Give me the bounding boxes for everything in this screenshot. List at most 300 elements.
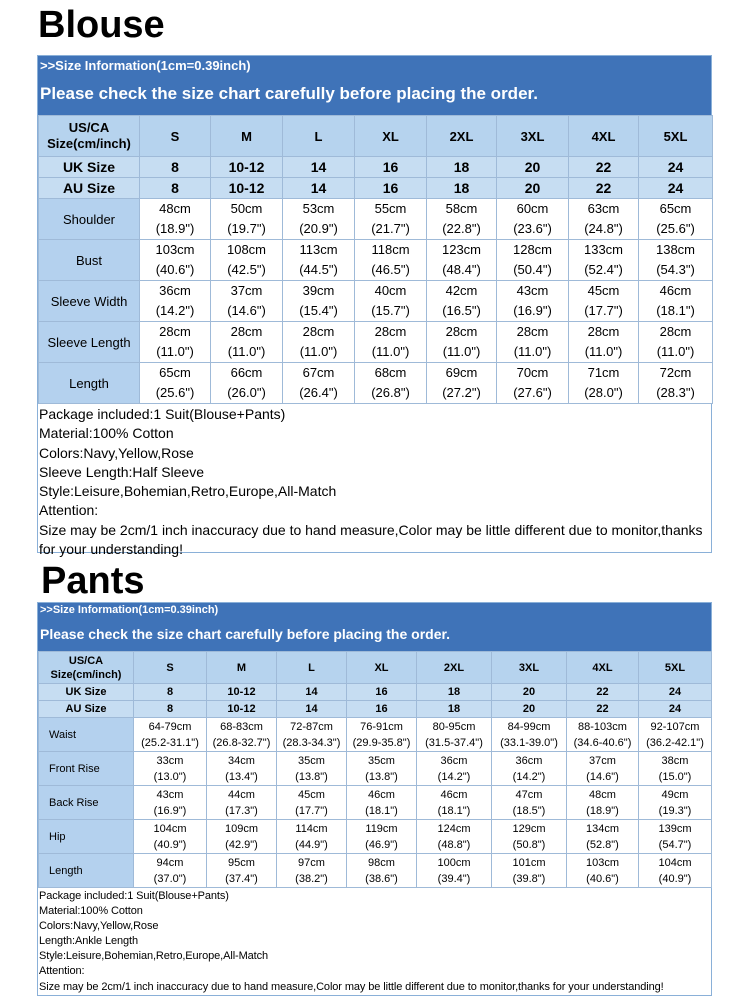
- cm-value: 43cm: [516, 283, 549, 298]
- size-header: M: [207, 652, 277, 684]
- inch-value: (14.6"): [227, 303, 266, 318]
- cm-value: 103cm: [155, 242, 195, 257]
- length-text: Length:Ankle Length: [39, 935, 139, 948]
- inch-value: (42.5"): [227, 262, 266, 277]
- inch-value: (54.3"): [656, 262, 695, 277]
- inch-value: (38.6"): [365, 872, 398, 885]
- inch-value: (11.0"): [442, 344, 481, 359]
- pants-banner: [38, 603, 711, 651]
- corner-line: Size(cm/inch): [47, 136, 131, 151]
- pants-length-row: [39, 854, 712, 888]
- measure-cell: [569, 322, 639, 363]
- material-text: Material:100% Cotton: [39, 905, 143, 918]
- measure-cell: [417, 752, 492, 786]
- blouse-uk-row: [39, 157, 713, 178]
- blouse-banner-size-info: >>Size Information(1cm=0.39inch): [40, 58, 251, 73]
- pants-title: Pants: [41, 560, 145, 602]
- uk-size-value: 14: [277, 684, 347, 701]
- inch-value: (18.1"): [437, 804, 471, 817]
- blouse-product-info: [38, 404, 711, 559]
- au-size-label: AU Size: [39, 178, 140, 199]
- size-header: 4XL: [567, 652, 639, 684]
- inch-value: (15.7"): [371, 303, 410, 318]
- cm-value: 48cm: [159, 201, 191, 216]
- blouse-sleeve-length-row: [39, 322, 713, 363]
- cm-value: 76-91cm: [360, 720, 403, 733]
- inch-value: (11.0"): [156, 344, 194, 359]
- cm-value: 92-107cm: [650, 720, 700, 733]
- measure-cell: [569, 199, 639, 240]
- uk-size-value: 24: [639, 157, 713, 178]
- inch-value: (17.7"): [584, 303, 623, 318]
- cm-value: 58cm: [445, 201, 478, 216]
- measure-cell: [567, 820, 639, 854]
- cm-value: 95cm: [228, 856, 255, 869]
- cm-value: 104cm: [658, 856, 692, 869]
- attention-text: Attention:: [39, 502, 99, 519]
- size-header: L: [277, 652, 347, 684]
- au-size-value: 20: [492, 701, 567, 718]
- size-header: M: [211, 116, 283, 157]
- uk-size-value: 22: [567, 684, 639, 701]
- measure-cell: [567, 786, 639, 820]
- note-text: Size may be 2cm/1 inch inaccuracy due to hand measure,Color may be little different due to monitor,thanks for your understanding!: [39, 521, 703, 558]
- measure-cell: [639, 281, 713, 322]
- size-header: 2XL: [417, 652, 492, 684]
- inch-value: (11.0"): [584, 344, 623, 359]
- measure-cell: [207, 752, 277, 786]
- cm-value: 108cm: [226, 242, 267, 257]
- pants-size-table: [38, 651, 712, 888]
- cm-value: 44cm: [228, 788, 255, 801]
- measure-cell: [140, 363, 211, 404]
- inch-value: (44.9"): [295, 838, 328, 851]
- inch-value: (14.2"): [155, 303, 195, 318]
- cm-value: 35cm: [298, 754, 325, 767]
- uk-size-value: 18: [427, 157, 497, 178]
- au-size-value: 10-12: [207, 701, 277, 718]
- size-header: XL: [347, 652, 417, 684]
- inch-value: (44.5"): [299, 262, 338, 277]
- measure-cell: [347, 854, 417, 888]
- cm-value: 28cm: [659, 324, 692, 339]
- blouse-au-row: [39, 178, 713, 199]
- au-size-value: 16: [347, 701, 417, 718]
- cm-value: 139cm: [658, 822, 692, 835]
- cm-value: 36cm: [159, 283, 191, 298]
- measure-cell: [417, 854, 492, 888]
- inch-value: (52.4"): [584, 262, 623, 277]
- size-header: 4XL: [569, 116, 639, 157]
- uk-size-value: 14: [283, 157, 355, 178]
- measure-cell: [639, 786, 712, 820]
- inch-value: (14.2"): [437, 770, 471, 783]
- uk-size-value: 10-12: [211, 157, 283, 178]
- cm-value: 84-99cm: [507, 720, 551, 733]
- cm-value: 47cm: [515, 788, 543, 801]
- inch-value: (24.8"): [584, 221, 623, 236]
- measure-cell: [639, 240, 713, 281]
- inch-value: (48.8"): [437, 838, 471, 851]
- inch-value: (33.1-39.0"): [500, 736, 558, 749]
- cm-value: 97cm: [298, 856, 325, 869]
- inch-value: (11.0"): [371, 344, 410, 359]
- cm-value: 128cm: [512, 242, 553, 257]
- measure-cell: [567, 752, 639, 786]
- inch-value: (19.7"): [227, 221, 266, 236]
- corner-line: US/CA: [68, 654, 104, 667]
- pants-banner-size-info: >>Size Information(1cm=0.39inch): [40, 604, 219, 616]
- cm-value: 109cm: [224, 822, 259, 835]
- uk-size-value: 20: [492, 684, 567, 701]
- cm-value: 45cm: [298, 788, 325, 801]
- cm-value: 28cm: [516, 324, 549, 339]
- cm-value: 34cm: [228, 754, 255, 767]
- blouse-banner: [38, 56, 711, 115]
- material-text: Material:100% Cotton: [39, 425, 174, 442]
- measure-cell: [639, 363, 713, 404]
- size-header: 5XL: [639, 116, 713, 157]
- inch-value: (11.0"): [227, 344, 266, 359]
- au-size-value: 10-12: [211, 178, 283, 199]
- measure-cell: [355, 199, 427, 240]
- pants-back-rise-row: [39, 786, 712, 820]
- cm-value: 69cm: [445, 365, 478, 380]
- inch-value: (29.9-35.8"): [352, 736, 411, 749]
- blouse-banner-notice: Please check the size chart carefully before placing the order.: [40, 84, 538, 103]
- measure-cell: [639, 322, 713, 363]
- inch-value: (15.0"): [658, 770, 692, 783]
- measure-cell: [355, 363, 427, 404]
- cm-value: 37cm: [589, 754, 616, 767]
- inch-value: (15.4"): [299, 303, 338, 318]
- inch-value: (46.5"): [371, 262, 410, 277]
- cm-value: 48cm: [589, 788, 616, 801]
- blouse-size-table: [38, 115, 713, 404]
- cm-value: 133cm: [583, 242, 624, 257]
- cm-value: 72-87cm: [290, 720, 333, 733]
- inch-value: (25.6"): [155, 385, 195, 400]
- blouse-length-row: [39, 363, 713, 404]
- inch-value: (14.2"): [512, 770, 546, 783]
- uk-size-value: 20: [497, 157, 569, 178]
- measure-cell: [140, 281, 211, 322]
- measure-cell: [207, 718, 277, 752]
- size-header: S: [134, 652, 207, 684]
- measure-cell: [134, 786, 207, 820]
- measure-cell: [134, 752, 207, 786]
- pants-product-info: [38, 888, 711, 995]
- measure-cell: [427, 363, 497, 404]
- cm-value: 94cm: [156, 856, 184, 869]
- inch-value: (13.8"): [365, 770, 398, 783]
- measure-cell: [569, 281, 639, 322]
- size-header: 5XL: [639, 652, 712, 684]
- pants-au-row: [39, 701, 712, 718]
- cm-value: 43cm: [156, 788, 184, 801]
- au-size-value: 24: [639, 178, 713, 199]
- au-size-value: 22: [569, 178, 639, 199]
- package-text: Package included:1 Suit(Blouse+Pants): [39, 890, 229, 902]
- inch-value: (23.6"): [513, 221, 552, 236]
- pants-waist-row: [39, 718, 712, 752]
- cm-value: 66cm: [230, 365, 263, 380]
- measure-cell: [277, 820, 347, 854]
- au-size-value: 8: [134, 701, 207, 718]
- blouse-bust-row: [39, 240, 713, 281]
- au-size-value: 16: [355, 178, 427, 199]
- size-header: 3XL: [492, 652, 567, 684]
- measure-cell: [347, 786, 417, 820]
- inch-value: (20.9"): [299, 221, 338, 236]
- measure-cell: [140, 240, 211, 281]
- uk-size-value: 16: [355, 157, 427, 178]
- inch-value: (18.1"): [365, 804, 398, 817]
- inch-value: (13.8"): [295, 770, 328, 783]
- inch-value: (26.8-32.7"): [212, 736, 271, 749]
- inch-value: (14.6"): [586, 770, 619, 783]
- measure-cell: [207, 786, 277, 820]
- measure-cell: [497, 322, 569, 363]
- measure-cell: [134, 854, 207, 888]
- measure-cell: [211, 363, 283, 404]
- measure-cell: [355, 322, 427, 363]
- measure-cell: [134, 820, 207, 854]
- inch-value: (26.4"): [299, 385, 338, 400]
- cm-value: 55cm: [374, 201, 407, 216]
- measure-cell: [569, 240, 639, 281]
- measure-label: Waist: [39, 718, 134, 752]
- cm-value: 119cm: [365, 822, 398, 835]
- package-text: Package included:1 Suit(Blouse+Pants): [39, 406, 286, 422]
- cm-value: 33cm: [156, 754, 184, 767]
- measure-cell: [277, 854, 347, 888]
- cm-value: 42cm: [445, 283, 478, 298]
- measure-cell: [497, 240, 569, 281]
- uk-size-value: 18: [417, 684, 492, 701]
- uk-size-value: 24: [639, 684, 712, 701]
- cm-value: 40cm: [374, 283, 407, 298]
- inch-value: (42.9"): [225, 838, 258, 851]
- cm-value: 138cm: [655, 242, 696, 257]
- measure-cell: [492, 718, 567, 752]
- cm-value: 68-83cm: [220, 720, 263, 733]
- inch-value: (21.7"): [371, 221, 410, 236]
- measure-cell: [492, 752, 567, 786]
- cm-value: 36cm: [515, 754, 543, 767]
- measure-label: Sleeve Length: [39, 322, 140, 363]
- inch-value: (39.4"): [437, 872, 471, 885]
- au-size-value: 20: [497, 178, 569, 199]
- measure-cell: [427, 199, 497, 240]
- au-size-value: 22: [567, 701, 639, 718]
- inch-value: (37.4"): [225, 872, 258, 885]
- measure-cell: [211, 199, 283, 240]
- cm-value: 45cm: [587, 283, 620, 298]
- uk-size-value: 8: [140, 157, 211, 178]
- blouse-corner-cell: [39, 116, 140, 157]
- inch-value: (18.1"): [656, 303, 695, 318]
- measure-cell: [497, 363, 569, 404]
- au-size-value: 8: [140, 178, 211, 199]
- inch-value: (28.3"): [656, 385, 695, 400]
- style-text: Style:Leisure,Bohemian,Retro,Europe,All-Match: [39, 950, 269, 963]
- measure-label: Length: [39, 363, 140, 404]
- cm-value: 88-103cm: [578, 720, 627, 733]
- measure-cell: [569, 363, 639, 404]
- cm-value: 60cm: [516, 201, 549, 216]
- measure-cell: [134, 718, 207, 752]
- inch-value: (34.6-40.6"): [573, 736, 632, 749]
- measure-cell: [567, 854, 639, 888]
- measure-cell: [567, 718, 639, 752]
- cm-value: 46cm: [440, 788, 468, 801]
- inch-value: (25.2-31.1"): [141, 736, 199, 749]
- measure-cell: [283, 199, 355, 240]
- inch-value: (50.4"): [513, 262, 552, 277]
- pants-size-sheet: [37, 602, 712, 996]
- measure-cell: [417, 786, 492, 820]
- inch-value: (28.0"): [584, 385, 623, 400]
- measure-cell: [639, 718, 712, 752]
- measure-cell: [639, 752, 712, 786]
- measure-cell: [211, 322, 283, 363]
- inch-value: (27.2"): [442, 385, 481, 400]
- measure-label: Back Rise: [39, 786, 134, 820]
- inch-value: (40.6"): [155, 262, 195, 277]
- cm-value: 28cm: [159, 324, 191, 339]
- cm-value: 46cm: [659, 283, 692, 298]
- cm-value: 35cm: [368, 754, 395, 767]
- measure-cell: [207, 820, 277, 854]
- au-size-value: 18: [427, 178, 497, 199]
- inch-value: (18.5"): [512, 804, 546, 817]
- au-size-value: 18: [417, 701, 492, 718]
- cm-value: 63cm: [587, 201, 620, 216]
- measure-cell: [427, 240, 497, 281]
- blouse-size-sheet: [37, 55, 712, 558]
- inch-value: (11.0"): [513, 344, 552, 359]
- measure-label: Sleeve Width: [39, 281, 140, 322]
- note-text: Size may be 2cm/1 inch inaccuracy due to hand measure,Color may be little different due to monitor,thanks for your understanding!: [39, 980, 664, 993]
- blouse-sleeve-width-row: [39, 281, 713, 322]
- size-header: 3XL: [497, 116, 569, 157]
- cm-value: 28cm: [374, 324, 407, 339]
- inch-value: (22.8"): [442, 221, 481, 236]
- pants-corner-cell: [39, 652, 134, 684]
- au-size-value: 14: [283, 178, 355, 199]
- inch-value: (31.5-37.4"): [425, 736, 483, 749]
- measure-cell: [283, 363, 355, 404]
- uk-size-label: UK Size: [39, 684, 134, 701]
- cm-value: 65cm: [159, 365, 191, 380]
- cm-value: 28cm: [230, 324, 263, 339]
- inch-value: (40.6"): [586, 872, 619, 885]
- uk-size-value: 10-12: [207, 684, 277, 701]
- measure-cell: [283, 322, 355, 363]
- inch-value: (18.9"): [586, 804, 619, 817]
- measure-cell: [497, 281, 569, 322]
- measure-cell: [283, 240, 355, 281]
- measure-cell: [355, 281, 427, 322]
- inch-value: (17.7"): [295, 804, 328, 817]
- cm-value: 118cm: [371, 242, 410, 257]
- inch-value: (38.2"): [295, 872, 328, 885]
- cm-value: 37cm: [230, 283, 263, 298]
- cm-value: 101cm: [512, 856, 546, 869]
- cm-value: 70cm: [516, 365, 549, 380]
- measure-label: Front Rise: [39, 752, 134, 786]
- cm-value: 53cm: [302, 201, 335, 216]
- cm-value: 64-79cm: [148, 720, 192, 733]
- inch-value: (11.0"): [656, 344, 695, 359]
- cm-value: 39cm: [302, 283, 335, 298]
- cm-value: 104cm: [153, 822, 187, 835]
- cm-value: 100cm: [437, 856, 471, 869]
- size-header: L: [283, 116, 355, 157]
- inch-value: (13.0"): [153, 770, 187, 783]
- cm-value: 134cm: [585, 822, 620, 835]
- au-size-value: 14: [277, 701, 347, 718]
- cm-value: 71cm: [587, 365, 620, 380]
- measure-label: Hip: [39, 820, 134, 854]
- cm-value: 38cm: [661, 754, 689, 767]
- measure-cell: [277, 752, 347, 786]
- measure-cell: [283, 281, 355, 322]
- inch-value: (28.3-34.3"): [282, 736, 341, 749]
- corner-line: US/CA: [68, 120, 110, 135]
- inch-value: (18.9"): [155, 221, 195, 236]
- inch-value: (25.6"): [656, 221, 695, 236]
- cm-value: 80-95cm: [432, 720, 476, 733]
- pants-uk-row: [39, 684, 712, 701]
- inch-value: (50.8"): [512, 838, 546, 851]
- measure-cell: [140, 322, 211, 363]
- cm-value: 28cm: [445, 324, 478, 339]
- cm-value: 49cm: [661, 788, 689, 801]
- inch-value: (13.4"): [225, 770, 258, 783]
- measure-cell: [211, 240, 283, 281]
- measure-cell: [417, 718, 492, 752]
- measure-cell: [492, 786, 567, 820]
- sleeve-length-text: Sleeve Length:Half Sleeve: [39, 463, 204, 480]
- inch-value: (16.9"): [153, 804, 187, 817]
- au-size-label: AU Size: [39, 701, 134, 718]
- measure-cell: [639, 854, 712, 888]
- measure-label: Bust: [39, 240, 140, 281]
- cm-value: 98cm: [368, 856, 395, 869]
- uk-size-value: 16: [347, 684, 417, 701]
- style-text: Style:Leisure,Bohemian,Retro,Europe,All-Match: [39, 483, 337, 500]
- inch-value: (54.7"): [658, 838, 692, 851]
- measure-cell: [492, 820, 567, 854]
- inch-value: (40.9"): [153, 838, 187, 851]
- size-header: 2XL: [427, 116, 497, 157]
- measure-cell: [211, 281, 283, 322]
- cm-value: 114cm: [295, 822, 328, 835]
- size-header: XL: [355, 116, 427, 157]
- attention-text: Attention:: [39, 965, 85, 978]
- inch-value: (52.8"): [586, 838, 619, 851]
- inch-value: (16.9"): [513, 303, 552, 318]
- cm-value: 113cm: [299, 242, 338, 257]
- measure-cell: [355, 240, 427, 281]
- measure-cell: [492, 854, 567, 888]
- measure-cell: [347, 752, 417, 786]
- measure-cell: [277, 718, 347, 752]
- cm-value: 124cm: [437, 822, 471, 835]
- uk-size-value: 8: [134, 684, 207, 701]
